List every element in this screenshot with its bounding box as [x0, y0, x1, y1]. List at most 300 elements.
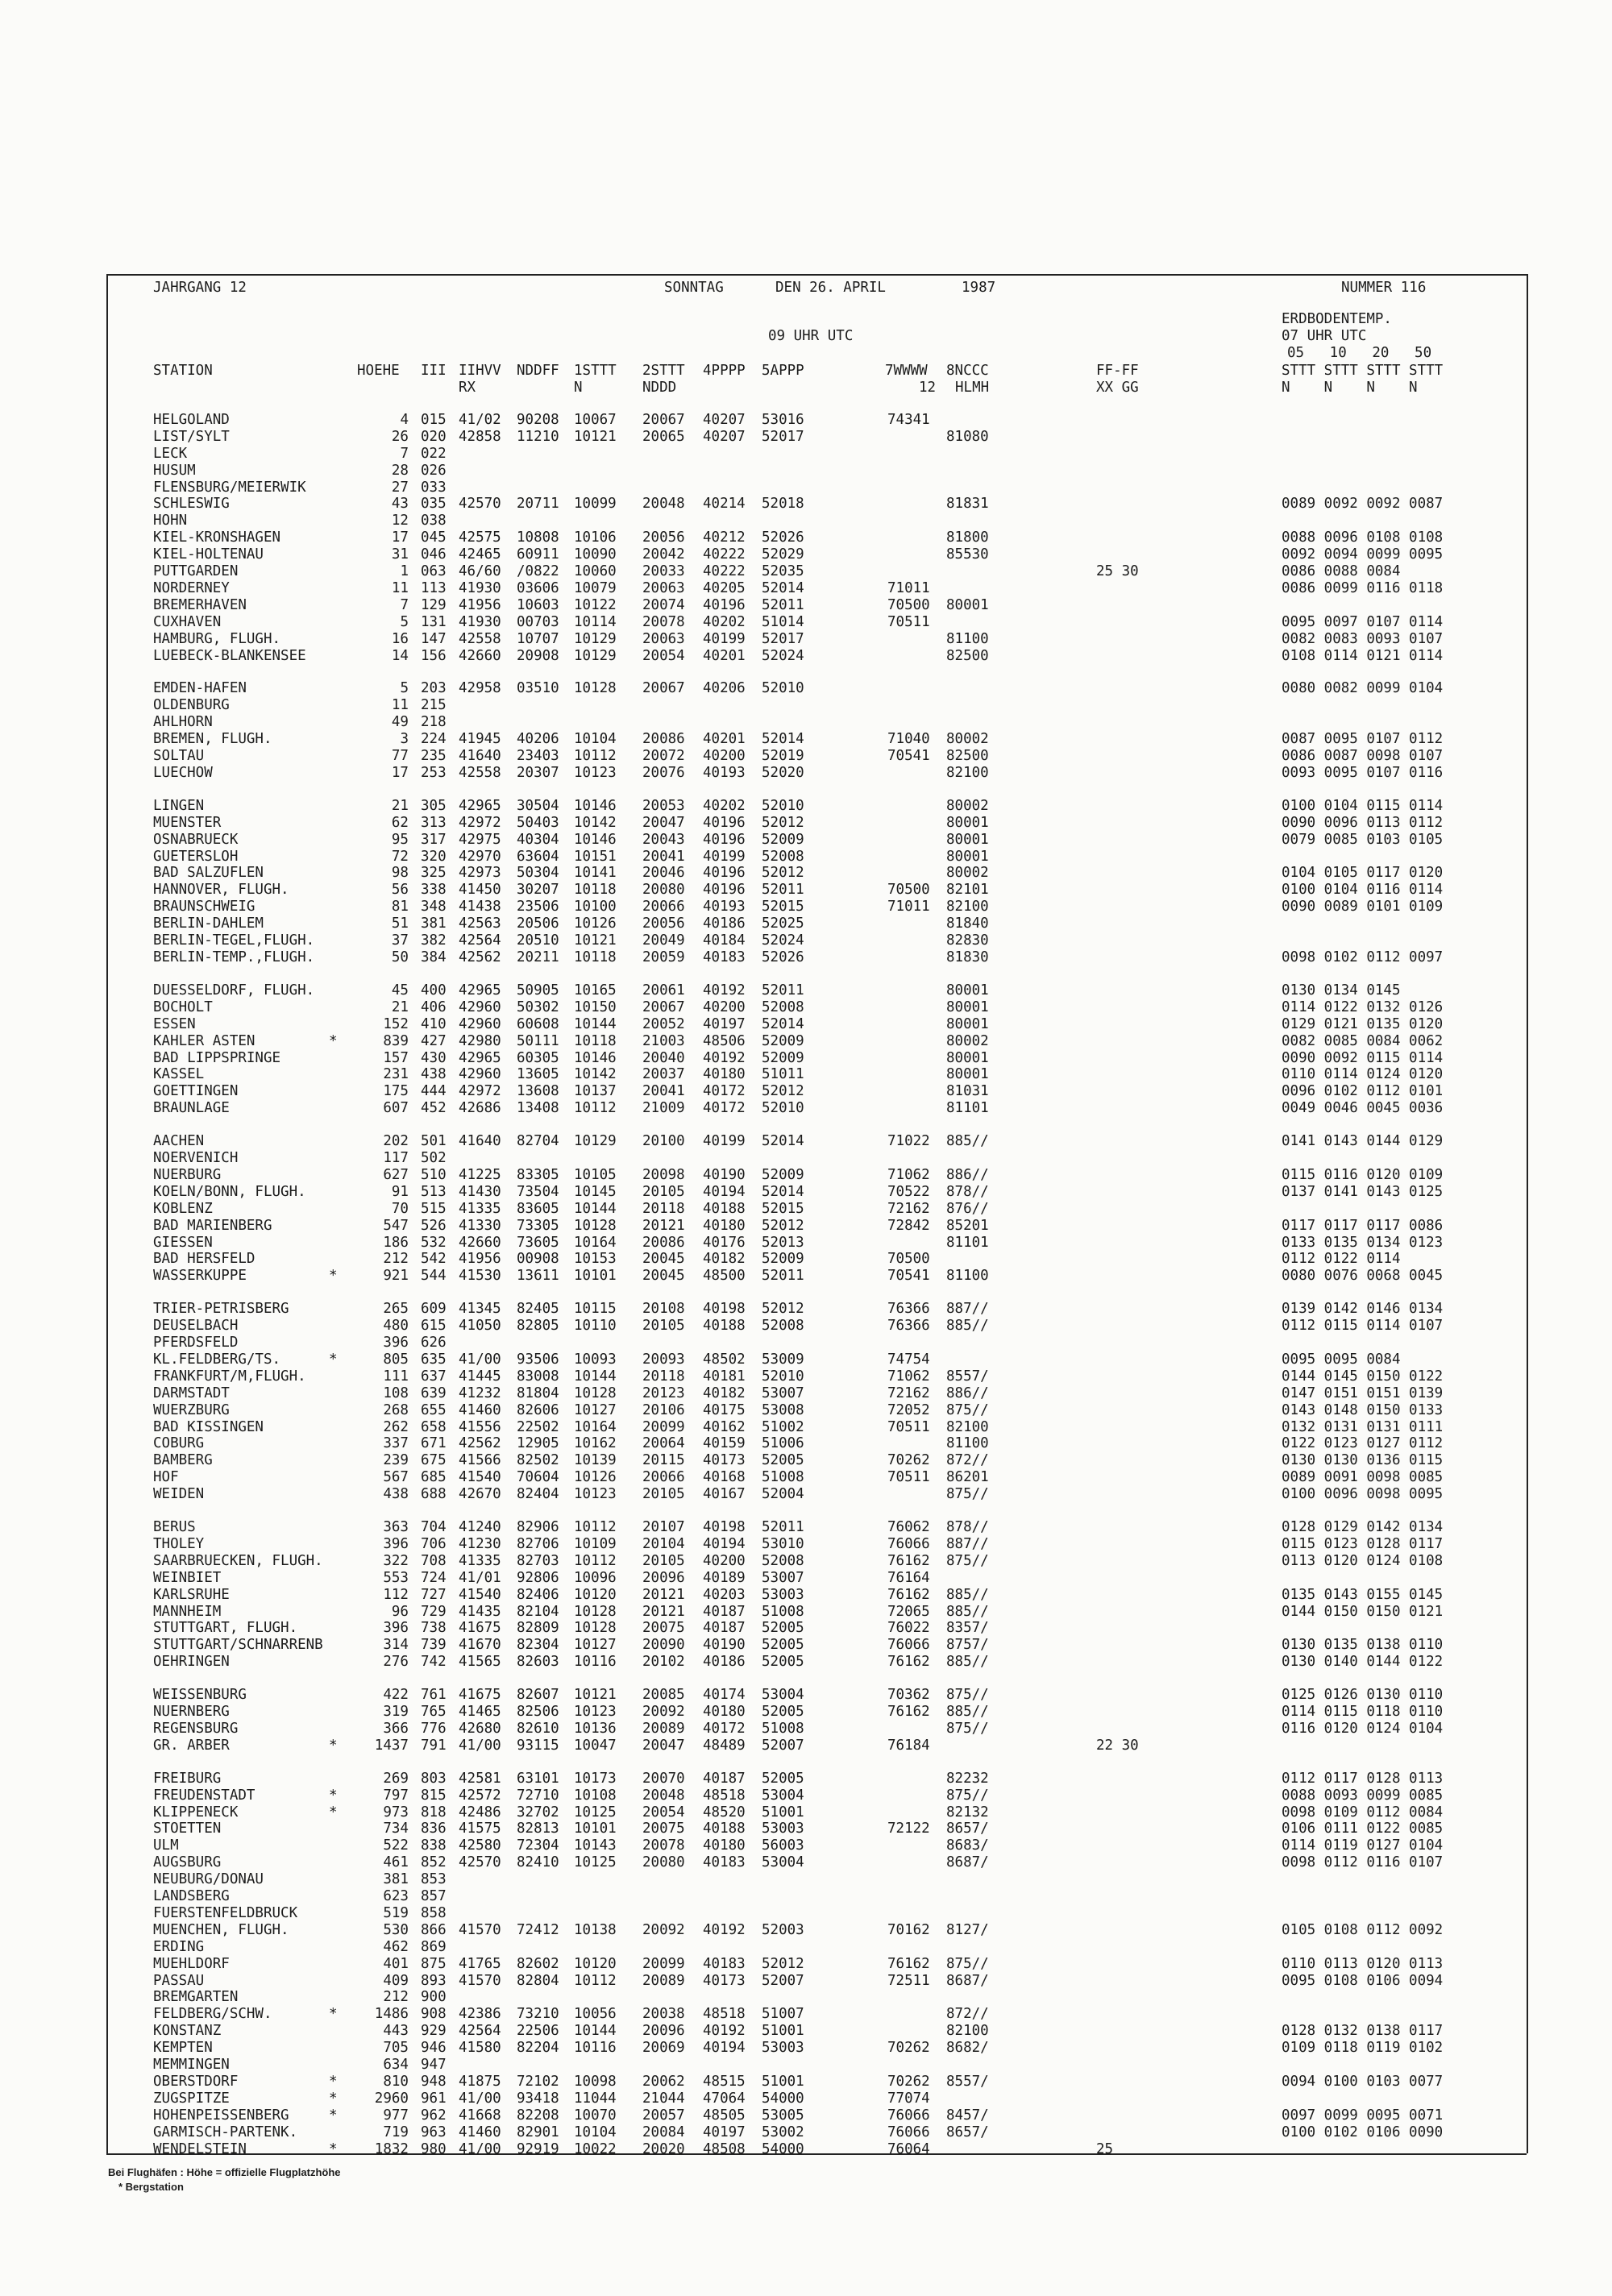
nddff: 72304	[517, 1837, 559, 1854]
soil-temps: 0132 0131 0131 0111	[1282, 1419, 1444, 1435]
nddff: 13605	[517, 1066, 559, 1082]
table-row	[0, 1368, 1612, 1385]
iii: 857	[421, 1888, 447, 1904]
sttt2: 20105	[642, 1553, 685, 1569]
wwww7: 70541	[887, 748, 930, 764]
ff-ff: 25	[1096, 2141, 1114, 2157]
appp5: 53007	[762, 1385, 804, 1401]
soil-temps: 0096 0102 0112 0101	[1282, 1083, 1444, 1099]
sttt1: 10146	[574, 832, 617, 848]
station-name: BAD LIPPSPRINGE	[153, 1050, 281, 1066]
table-row	[0, 1989, 1612, 2006]
station-name: KLIPPENECK	[153, 1804, 239, 1821]
soil-temps: 0086 0088 0084	[1282, 563, 1401, 579]
sttt1: 10128	[574, 1385, 617, 1401]
nccc8: 82100	[946, 2023, 989, 2039]
nddff: 73605	[517, 1235, 559, 1251]
pppp4: 47064	[703, 2090, 746, 2107]
sttt1: 10121	[574, 429, 617, 445]
iii: 325	[421, 865, 447, 881]
wwww7: 70362	[887, 1687, 930, 1703]
appp5: 52026	[762, 529, 804, 546]
iihvv: 42960	[459, 1016, 501, 1032]
hoehe: 977	[383, 2107, 409, 2124]
pppp4: 40200	[703, 999, 746, 1015]
hoehe: 157	[383, 1050, 409, 1066]
station-flag: *	[329, 1033, 338, 1049]
sttt1: 10112	[574, 1100, 617, 1116]
sttt2: 20096	[642, 2023, 685, 2039]
iii: 980	[421, 2141, 447, 2157]
hoehe: 265	[383, 1301, 409, 1317]
pppp4: 40207	[703, 412, 746, 428]
pppp4: 40207	[703, 429, 746, 445]
iii: 729	[421, 1604, 447, 1620]
iii: 738	[421, 1620, 447, 1636]
pppp4: 48515	[703, 2074, 746, 2090]
hoehe: 3	[400, 731, 409, 747]
station-flag: *	[329, 2107, 338, 2124]
iii: 615	[421, 1318, 447, 1334]
station-name: KOELN/BONN, FLUGH.	[153, 1184, 306, 1200]
sttt2: 20118	[642, 1201, 685, 1217]
iii: 129	[421, 597, 447, 613]
sttt1: 10112	[574, 748, 617, 764]
pppp4: 40182	[703, 1251, 746, 1267]
nddff: 82703	[517, 1553, 559, 1569]
pppp4: 40222	[703, 546, 746, 563]
appp5: 52009	[762, 1251, 804, 1267]
sttt1: 10126	[574, 1469, 617, 1485]
iii: 015	[421, 412, 447, 428]
nccc8: 885//	[946, 1654, 989, 1670]
sttt2: 20048	[642, 1787, 685, 1804]
nccc8: 875//	[946, 1402, 989, 1418]
appp5: 52005	[762, 1704, 804, 1720]
sttt1: 10128	[574, 1218, 617, 1234]
sttt1: 10070	[574, 2107, 617, 2124]
pppp4: 40180	[703, 1066, 746, 1082]
iihvv: 41570	[459, 1973, 501, 1989]
soil-temps: 0129 0121 0135 0120	[1282, 1016, 1444, 1032]
iihvv: 41435	[459, 1604, 501, 1620]
iihvv: 42972	[459, 1083, 501, 1099]
soil-temps: 0098 0112 0116 0107	[1282, 1854, 1444, 1870]
sttt1: 10118	[574, 882, 617, 898]
sttt2: 20070	[642, 1771, 685, 1787]
soil-temps: 0112 0122 0114	[1282, 1251, 1401, 1267]
hoehe: 12	[391, 513, 409, 529]
sttt1: 10144	[574, 2023, 617, 2039]
table-row	[0, 1050, 1612, 1067]
table-row	[0, 1637, 1612, 1654]
sttt2: 20105	[642, 1318, 685, 1334]
pppp4: 40194	[703, 1536, 746, 1552]
nccc8: 875//	[946, 1787, 989, 1804]
nccc8: 80002	[946, 798, 989, 814]
iii: 791	[421, 1738, 447, 1754]
iihvv: 41875	[459, 2074, 501, 2090]
station-flag: *	[329, 2006, 338, 2022]
appp5: 52012	[762, 1956, 804, 1972]
iii: 045	[421, 529, 447, 546]
sttt2: 20045	[642, 1251, 685, 1267]
nccc8: 875//	[946, 1721, 989, 1737]
iihvv: 42564	[459, 932, 501, 949]
station-name: FREUDENSTADT	[153, 1787, 256, 1804]
iihvv: 46/60	[459, 563, 501, 579]
station-name: THOLEY	[153, 1536, 205, 1552]
table-row	[0, 798, 1612, 815]
table-row	[0, 1452, 1612, 1469]
sttt1: 10110	[574, 1318, 617, 1334]
sttt1: 10150	[574, 999, 617, 1015]
hoehe: 443	[383, 2023, 409, 2039]
hoehe: 37	[391, 932, 409, 949]
wwww7: 71022	[887, 1133, 930, 1149]
nccc8: 80001	[946, 597, 989, 613]
wwww7: 76162	[887, 1704, 930, 1720]
sttt2: 20080	[642, 882, 685, 898]
table-row	[0, 1100, 1612, 1117]
iii: 853	[421, 1871, 447, 1887]
nddff: /0822	[517, 563, 559, 579]
iii: 224	[421, 731, 447, 747]
iihvv: 42858	[459, 429, 501, 445]
pppp4: 40201	[703, 648, 746, 664]
hoehe: 623	[383, 1888, 409, 1904]
iii: 526	[421, 1218, 447, 1234]
iihvv: 41335	[459, 1553, 501, 1569]
iii: 026	[421, 463, 447, 479]
station-name: BERLIN-DAHLEM	[153, 915, 264, 932]
nddff: 82906	[517, 1519, 559, 1535]
station-name: SCHLESWIG	[153, 496, 230, 512]
pppp4: 40180	[703, 1704, 746, 1720]
station-name: DEUSELBACH	[153, 1318, 239, 1334]
col-ff: FF-FF	[1096, 363, 1139, 379]
pppp4: 48489	[703, 1738, 746, 1754]
table-row	[0, 1704, 1612, 1721]
iii: 338	[421, 882, 447, 898]
station-name: WEIDEN	[153, 1486, 205, 1502]
iihvv: 41575	[459, 1821, 501, 1837]
table-row	[0, 1066, 1612, 1083]
table-row	[0, 2141, 1612, 2158]
sttt2: 20105	[642, 1184, 685, 1200]
sttt1: 10139	[574, 1452, 617, 1468]
appp5: 53009	[762, 1351, 804, 1368]
table-row	[0, 1301, 1612, 1318]
sttt1: 10125	[574, 1804, 617, 1821]
station-name: LANDSBERG	[153, 1888, 230, 1904]
soil-temps: 0093 0095 0107 0116	[1282, 765, 1444, 781]
appp5: 52014	[762, 580, 804, 596]
station-name: FLENSBURG/MEIERWIK	[153, 480, 306, 496]
table-row	[0, 1235, 1612, 1252]
pppp4: 40197	[703, 2124, 746, 2140]
sttt1: 10104	[574, 731, 617, 747]
hoehe: 11	[391, 580, 409, 596]
table-row	[0, 1956, 1612, 1973]
iii: 513	[421, 1184, 447, 1200]
iii: 815	[421, 1787, 447, 1804]
nccc8: 878//	[946, 1184, 989, 1200]
hoehe: 175	[383, 1083, 409, 1099]
station-name: BREMGARTEN	[153, 1989, 239, 2005]
sttt2: 20067	[642, 680, 685, 696]
appp5: 52025	[762, 915, 804, 932]
sttt1: 10060	[574, 563, 617, 579]
nddff: 83008	[517, 1368, 559, 1385]
soil-temps: 0114 0115 0118 0110	[1282, 1704, 1444, 1720]
nddff: 72412	[517, 1922, 559, 1938]
sttt1: 10056	[574, 2006, 617, 2022]
appp5: 51008	[762, 1604, 804, 1620]
pppp4: 40200	[703, 1553, 746, 1569]
hoehe: 461	[383, 1854, 409, 1870]
station-name: NOERVENICH	[153, 1150, 239, 1166]
pppp4: 40180	[703, 1837, 746, 1854]
wwww7: 72162	[887, 1385, 930, 1401]
iihvv: 41540	[459, 1587, 501, 1603]
table-row	[0, 513, 1612, 529]
table-row	[0, 765, 1612, 782]
pppp4: 40162	[703, 1419, 746, 1435]
nddff: 82805	[517, 1318, 559, 1334]
nddff: 82809	[517, 1620, 559, 1636]
nddff: 82610	[517, 1721, 559, 1737]
soil-temps: 0130 0135 0138 0110	[1282, 1637, 1444, 1653]
appp5: 52011	[762, 597, 804, 613]
wwww7: 70262	[887, 2040, 930, 2056]
wwww7: 76162	[887, 1654, 930, 1670]
station-name: GOETTINGEN	[153, 1083, 239, 1099]
table-row	[0, 1654, 1612, 1671]
hoehe: 17	[391, 765, 409, 781]
wwww7: 74754	[887, 1351, 930, 1368]
pppp4: 40173	[703, 1973, 746, 1989]
hoehe: 111	[383, 1368, 409, 1385]
table-row	[0, 832, 1612, 849]
soil-temps: 0130 0130 0136 0115	[1282, 1452, 1444, 1468]
iii: 046	[421, 546, 447, 563]
table-row	[0, 849, 1612, 866]
iihvv: 42670	[459, 1486, 501, 1502]
nccc8: 81031	[946, 1083, 989, 1099]
soil-temps: 0049 0046 0045 0036	[1282, 1100, 1444, 1116]
soil-temps: 0097 0099 0095 0071	[1282, 2107, 1444, 2124]
hoehe: 27	[391, 480, 409, 496]
iihvv: 42660	[459, 648, 501, 664]
iihvv: 41465	[459, 1704, 501, 1720]
appp5: 54000	[762, 2141, 804, 2157]
iihvv: 42660	[459, 1235, 501, 1251]
station-name: LINGEN	[153, 798, 205, 814]
appp5: 53003	[762, 2040, 804, 2056]
iii: 962	[421, 2107, 447, 2124]
sttt2: 20074	[642, 597, 685, 613]
nddff: 93115	[517, 1738, 559, 1754]
station-name: ERDING	[153, 1939, 205, 1955]
wwww7: 71011	[887, 580, 930, 596]
table-row	[0, 1385, 1612, 1402]
iihvv: 42973	[459, 865, 501, 881]
table-row	[0, 1184, 1612, 1201]
nddff: 83305	[517, 1167, 559, 1183]
soil-temps: 0100 0102 0106 0090	[1282, 2124, 1444, 2140]
appp5: 52020	[762, 765, 804, 781]
hoehe: 96	[391, 1604, 409, 1620]
nddff: 60608	[517, 1016, 559, 1032]
sttt2: 21044	[642, 2090, 685, 2107]
nddff: 30504	[517, 798, 559, 814]
sttt1: 10090	[574, 546, 617, 563]
iihvv: 42562	[459, 1435, 501, 1451]
appp5: 52015	[762, 1201, 804, 1217]
sttt2: 20092	[642, 1704, 685, 1720]
pppp4: 40172	[703, 1100, 746, 1116]
nddff: 92806	[517, 1570, 559, 1586]
sttt2: 20038	[642, 2006, 685, 2022]
iii: 542	[421, 1251, 447, 1267]
pppp4: 40187	[703, 1771, 746, 1787]
iihvv: 41450	[459, 882, 501, 898]
iii: 452	[421, 1100, 447, 1116]
sttt2: 21003	[642, 1033, 685, 1049]
nccc8: 875//	[946, 1486, 989, 1502]
sttt1: 10126	[574, 915, 617, 932]
pppp4: 40180	[703, 1218, 746, 1234]
station-name: GARMISCH-PARTENK.	[153, 2124, 298, 2140]
appp5: 52012	[762, 865, 804, 881]
soil-temps: 0110 0114 0124 0120	[1282, 1066, 1444, 1082]
iihvv: 41956	[459, 597, 501, 613]
nddff: 72102	[517, 2074, 559, 2090]
station-name: HELGOLAND	[153, 412, 230, 428]
iii: 637	[421, 1368, 447, 1385]
wwww7: 71062	[887, 1167, 930, 1183]
nccc8: 8682/	[946, 2040, 989, 2056]
table-row	[0, 1486, 1612, 1503]
pppp4: 40183	[703, 1854, 746, 1870]
pppp4: 40192	[703, 2023, 746, 2039]
iihvv: 41930	[459, 614, 501, 630]
table-row	[0, 631, 1612, 648]
nddff: 20510	[517, 932, 559, 949]
soil-temps: 0125 0126 0130 0110	[1282, 1687, 1444, 1703]
iii: 947	[421, 2057, 447, 2073]
table-row	[0, 1922, 1612, 1939]
sttt1: 10146	[574, 1050, 617, 1066]
hoehe: 396	[383, 1620, 409, 1636]
hoehe: 7	[400, 597, 409, 613]
pppp4: 40205	[703, 580, 746, 596]
appp5: 52013	[762, 1235, 804, 1251]
station-name: ZUGSPITZE	[153, 2090, 230, 2107]
nccc8: 8357/	[946, 1620, 989, 1636]
sttt1: 10121	[574, 1687, 617, 1703]
nddff: 73210	[517, 2006, 559, 2022]
sttt1: 10123	[574, 1704, 617, 1720]
soil-temps: 0141 0143 0144 0129	[1282, 1133, 1444, 1149]
sttt2: 20106	[642, 1402, 685, 1418]
sttt1: 10067	[574, 412, 617, 428]
appp5: 52009	[762, 832, 804, 848]
appp5: 52012	[762, 1083, 804, 1099]
soil-temps: 0090 0089 0101 0109	[1282, 899, 1444, 915]
table-row	[0, 496, 1612, 513]
iii: 515	[421, 1201, 447, 1217]
hoehe: 70	[391, 1201, 409, 1217]
soil-temps: 0115 0123 0128 0117	[1282, 1536, 1444, 1552]
nccc8: 82101	[946, 882, 989, 898]
hoehe: 337	[383, 1435, 409, 1451]
pppp4: 40187	[703, 1604, 746, 1620]
soil-temps: 0104 0105 0117 0120	[1282, 865, 1444, 881]
soil-temps: 0092 0094 0099 0095	[1282, 546, 1444, 563]
table-row	[0, 1133, 1612, 1150]
iihvv: 41640	[459, 748, 501, 764]
nccc8: 8683/	[946, 1837, 989, 1854]
sttt2: 20098	[642, 1167, 685, 1183]
sttt2: 20075	[642, 1821, 685, 1837]
table-row	[0, 2057, 1612, 2074]
nccc8: 886//	[946, 1167, 989, 1183]
station-name: BOCHOLT	[153, 999, 213, 1015]
station-name: OBERSTDORF	[153, 2074, 239, 2090]
iii: 215	[421, 697, 447, 713]
appp5: 51001	[762, 1804, 804, 1821]
station-name: AACHEN	[153, 1133, 205, 1149]
sttt1: 10122	[574, 597, 617, 613]
sttt1: 10105	[574, 1167, 617, 1183]
iii: 203	[421, 680, 447, 696]
weekday: SONNTAG	[664, 280, 724, 296]
iii: 836	[421, 1821, 447, 1837]
station-flag: *	[329, 2074, 338, 2090]
appp5: 52005	[762, 1637, 804, 1653]
appp5: 53016	[762, 412, 804, 428]
nccc8: 81101	[946, 1235, 989, 1251]
iii: 320	[421, 849, 447, 865]
station-name: BREMEN, FLUGH.	[153, 731, 272, 747]
pppp4: 40173	[703, 1452, 746, 1468]
pppp4: 48506	[703, 1033, 746, 1049]
iihvv: 42570	[459, 1854, 501, 1870]
hoehe: 45	[391, 982, 409, 999]
iihvv: 42965	[459, 1050, 501, 1066]
sttt2: 20065	[642, 429, 685, 445]
station-flag: *	[329, 1787, 338, 1804]
station-name: NUERBURG	[153, 1167, 222, 1183]
appp5: 51008	[762, 1469, 804, 1485]
soil-temps: 0086 0087 0098 0107	[1282, 748, 1444, 764]
appp5: 52012	[762, 815, 804, 831]
pppp4: 40183	[703, 1956, 746, 1972]
nddff: 50403	[517, 815, 559, 831]
nddff: 60911	[517, 546, 559, 563]
hoehe: 381	[383, 1871, 409, 1887]
nccc8: 875//	[946, 1553, 989, 1569]
nccc8: 8557/	[946, 2074, 989, 2090]
appp5: 53003	[762, 1587, 804, 1603]
hoehe: 1	[400, 563, 409, 579]
nccc8: 885//	[946, 1133, 989, 1149]
station-flag: *	[329, 1268, 338, 1284]
iihvv: 41460	[459, 1402, 501, 1418]
appp5: 54000	[762, 2090, 804, 2107]
